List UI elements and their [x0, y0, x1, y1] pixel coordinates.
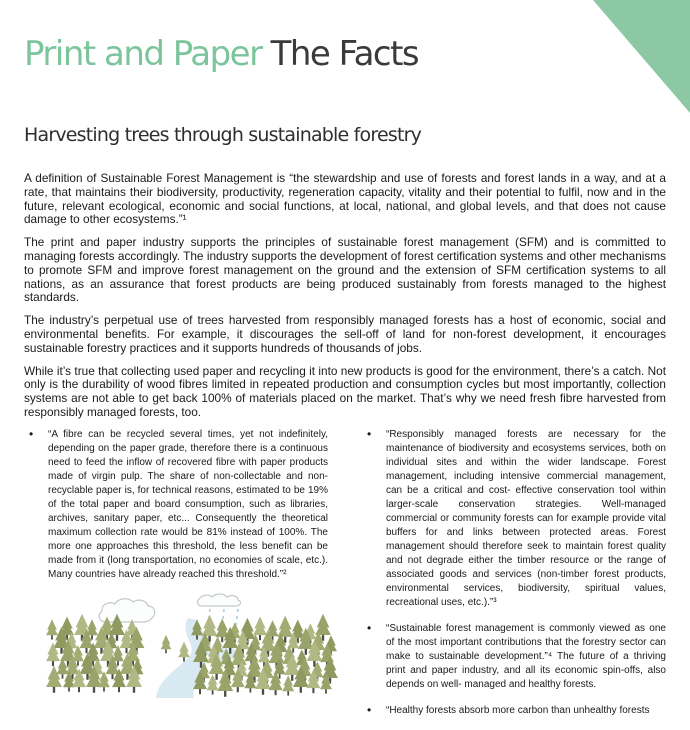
bullet-responsibly-managed-forests: • “Responsibly managed forests are necessary for the maintenance of biodiversity and ecosystems services, both on individual sites and within the wider landscape. Forest management, including intensive commercial management, can be a critical and cost- effective conservation tool within larger-scale conservation strategies. Well-managed commercial or community forests can for example provide vital buffers for and links between protected areas. Forest management should therefore seek to maintain forest quality and not degrade either the timber resource or the range of associated goods and services (non-timber forest products, environmental services, biodiversity, spiritual values, recreational uses, etc.).”³ — [362, 428, 666, 610]
paragraph-benefits: The industry’s perpetual use of trees harvested from responsibly managed forests has a host of economic, social and environmental benefits. For example, it discourages the sell-off of land for non-forest development, it encourages sustainable forestry practices and it supports hundreds of thousands of jobs. — [24, 313, 666, 355]
right-column — [362, 428, 666, 730]
paragraph-definition: A definition of Sustainable Forest Management is “the stewardship and use of forests and forest lands in a way, and at a rate, that maintains their biodiversity, productivity, regeneration capacity, vitality and their potential to fulfil, now and in the future, relevant ecological, economic and social functions, at local, national, and global levels, and that does not cause damage to other ecosystems.”¹ — [24, 171, 666, 227]
page-title-suffix: The Facts — [270, 34, 419, 74]
intro-paragraphs — [24, 172, 666, 429]
forest-illustration — [38, 596, 338, 698]
rain-cloud-icon — [198, 594, 241, 606]
two-column-section — [24, 428, 666, 730]
bullet-fibre-recycling: • “A fibre can be recycled several times, yet not indefinitely, depending on the paper grade, therefore there is a continuous need to feed the inflow of recovered fibre with paper products made of virgin pulp. The share of non-collectable and non-recyclable paper is, for technical reasons, estimated to be 19% of the total paper and board consumption, such as libraries, archives, sanitary paper, etc... Consequently the theoretical maximum collection rate would be 81% instead of 100%. The more one approaches this threshold, the less benefit can be made from it (long transportation, no economies of scale, etc.). Many countries have already reached this threshold.”² — [24, 428, 328, 582]
page-title — [24, 34, 418, 74]
paragraph-recycling-catch: While it’s true that collecting used paper and recycling it into new products is good for the environment, there’s a catch. Not only is the durability of wood fibres limited in repeated production and consumption cycles but most importantly, collection systems are not able to get back 100% of materials placed on the market. That’s why we need fresh fibre harvested from responsibly managed forests, too. — [24, 363, 666, 419]
paragraph-industry-sfm: The print and paper industry supports the principles of sustainable forest management (SFM) and is committed to managing forests accordingly. The industry supports the development of forest certification systems and other mechanisms to promote SFM and improve forest management on the ground and the extension of SFM certification systems to all nations, as an assurance that forest products are being produced sustainably from forests managed to the highest standards. — [24, 235, 666, 305]
section-heading: Harvesting trees through sustainable forestry — [24, 124, 422, 146]
corner-triangle-decoration — [593, 0, 690, 113]
bullet-sustainable-development: • “Sustainable forest management is commonly viewed as one of the most important contributions that the forestry sector can make to sustainable development.”⁴ The future of a thriving print and paper industry, and all its economic spin-offs, also depends on well- managed and healthy forests. — [362, 622, 666, 692]
page-title-brand: Print and Paper — [24, 34, 262, 74]
bullet-healthy-forests: • “Healthy forests absorb more carbon than unhealthy forests — [362, 704, 666, 718]
left-column — [24, 428, 328, 730]
